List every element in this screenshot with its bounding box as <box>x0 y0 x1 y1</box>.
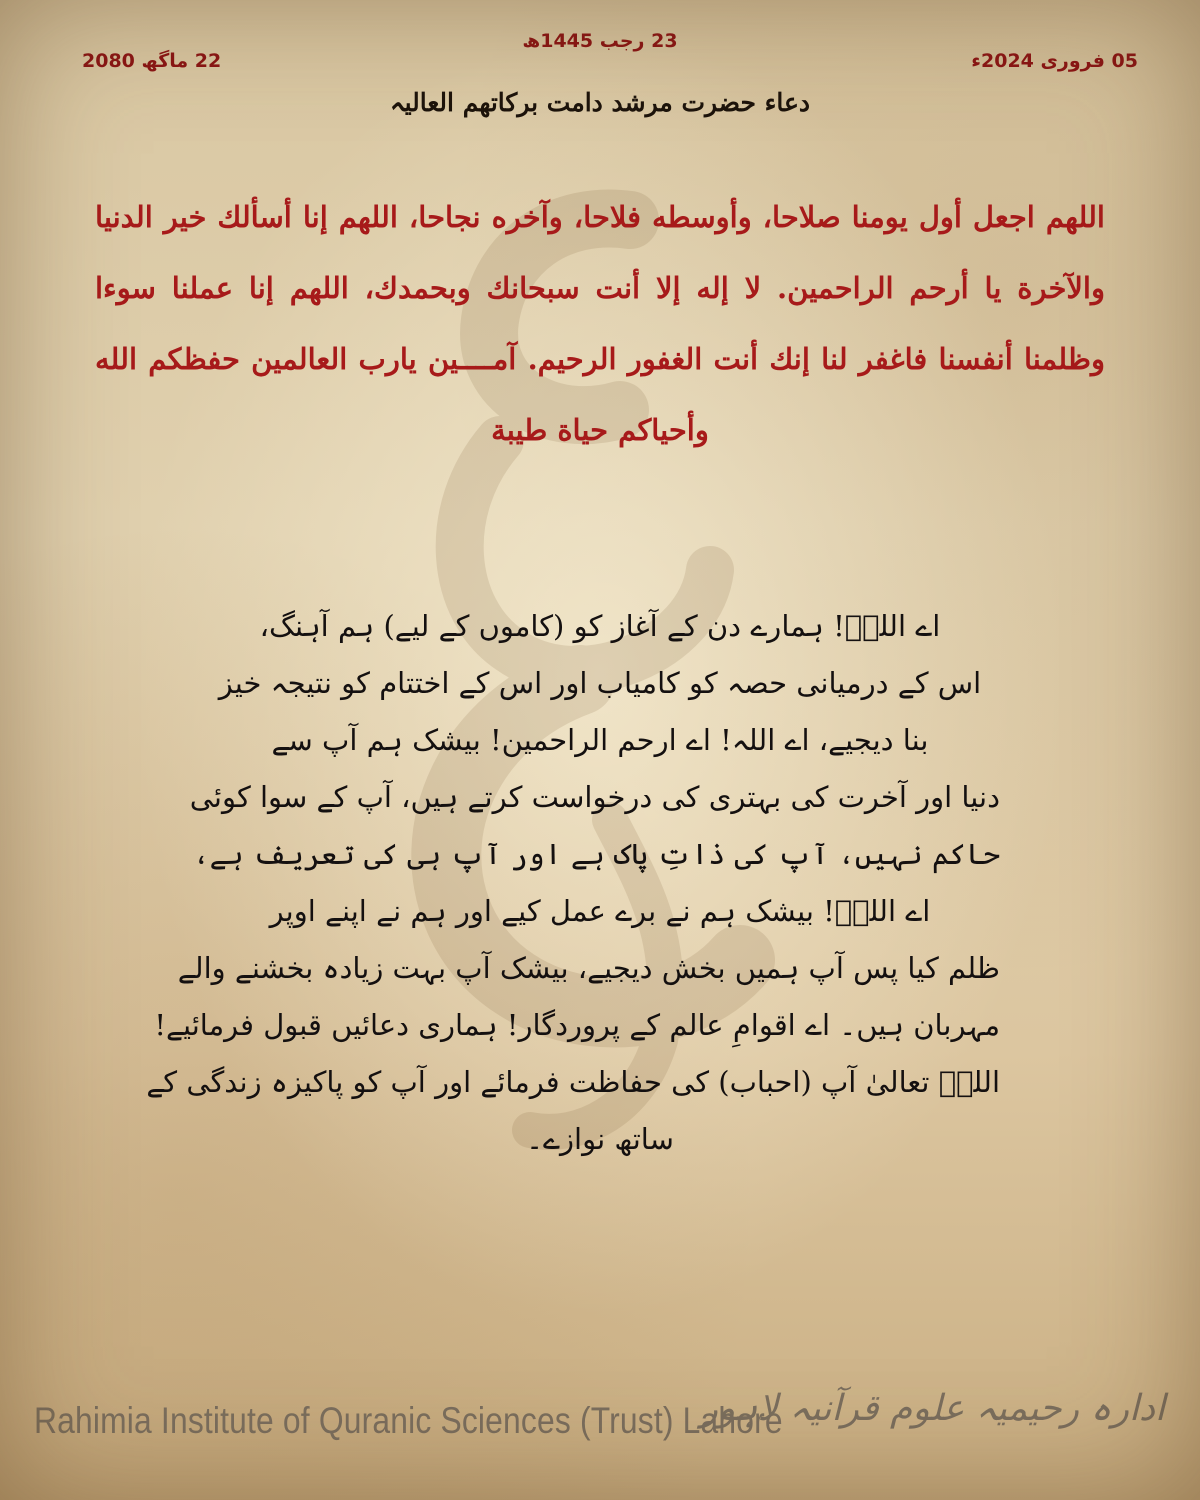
urdu-translation-line: حاکم نہیں، آپ کی ذاتِ پاک ہے اور آپ ہی کی تعریف ہے، <box>192 837 1000 871</box>
urdu-translation-line: اللہؐ تعالیٰ آپ (احباب) کی حفاظت فرمائے اور آپ کو پاکیزہ زندگی کے <box>146 1065 1000 1099</box>
urdu-translation-line: بنا دیجیے، اے اللہ! اے ارحم الراحمین! بیشک ہم آپ سے <box>271 723 929 757</box>
bikrami-date: 22 ماگھ 2080 <box>82 50 222 72</box>
urdu-translation-line: ساتھ نوازے۔ <box>526 1122 674 1156</box>
urdu-translation-line: ظلم کیا پس آپ ہمیں بخش دیجیے، بیشک آپ بہت زیادہ بخشنے والے <box>177 951 1000 985</box>
urdu-translation-line: اے اللہؐ! بیشک ہم نے برے عمل کیے اور ہم نے اپنے اوپر <box>269 894 931 928</box>
urdu-translation-line: مہربان ہیں۔ اے اقوامِ عالم کے پروردگار! ہماری دعائیں قبول فرمائیے! <box>154 1008 1000 1042</box>
urdu-translation-line: اس کے درمیانی حصہ کو کامیاب اور اس کے اختتام کو نتیجہ خیز <box>218 666 982 700</box>
urdu-translation-line: دنیا اور آخرت کی بہتری کی درخواست کرتے ہیں، آپ کے سوا کوئی <box>189 780 1000 814</box>
gregorian-date: 05 فروری 2024ء <box>971 50 1138 72</box>
urdu-translation-line: اے اللہؐ! ہمارے دن کے آغاز کو (کاموں کے لیے) ہم آہنگ، <box>259 609 941 643</box>
hijri-date: 23 رجب 1445ھ <box>522 30 678 52</box>
page-title: دعاء حضرت مرشد دامت برکاتھم العالیہ <box>389 88 811 117</box>
urdu-translation <box>146 598 1000 1168</box>
arabic-dua-text: اللھم اجعل أول یومنا صلاحا، وأوسطه فلاحا، وآخره نجاحا، اللھم إنا أسألك خير الدنيا والآخرة يا أرحم الراحمين. لا إله إلا أنت سبحانك وبحمدك، اللھم إنا عملنا سوءا وظلمنا أنفسنا فاغفر لنا إنك أنت الغفور الرحيم. آمــــين يارب العالمين حفظكم الله وأحياكم حياة طيبة <box>95 200 1105 447</box>
institute-name-english: Rahimia Institute of Quranic Sciences (Trust) Lahore <box>34 1400 783 1441</box>
institute-name-urdu: ادارہ رحیمیہ علوم قرآنیہ لاہور <box>700 1388 1165 1429</box>
